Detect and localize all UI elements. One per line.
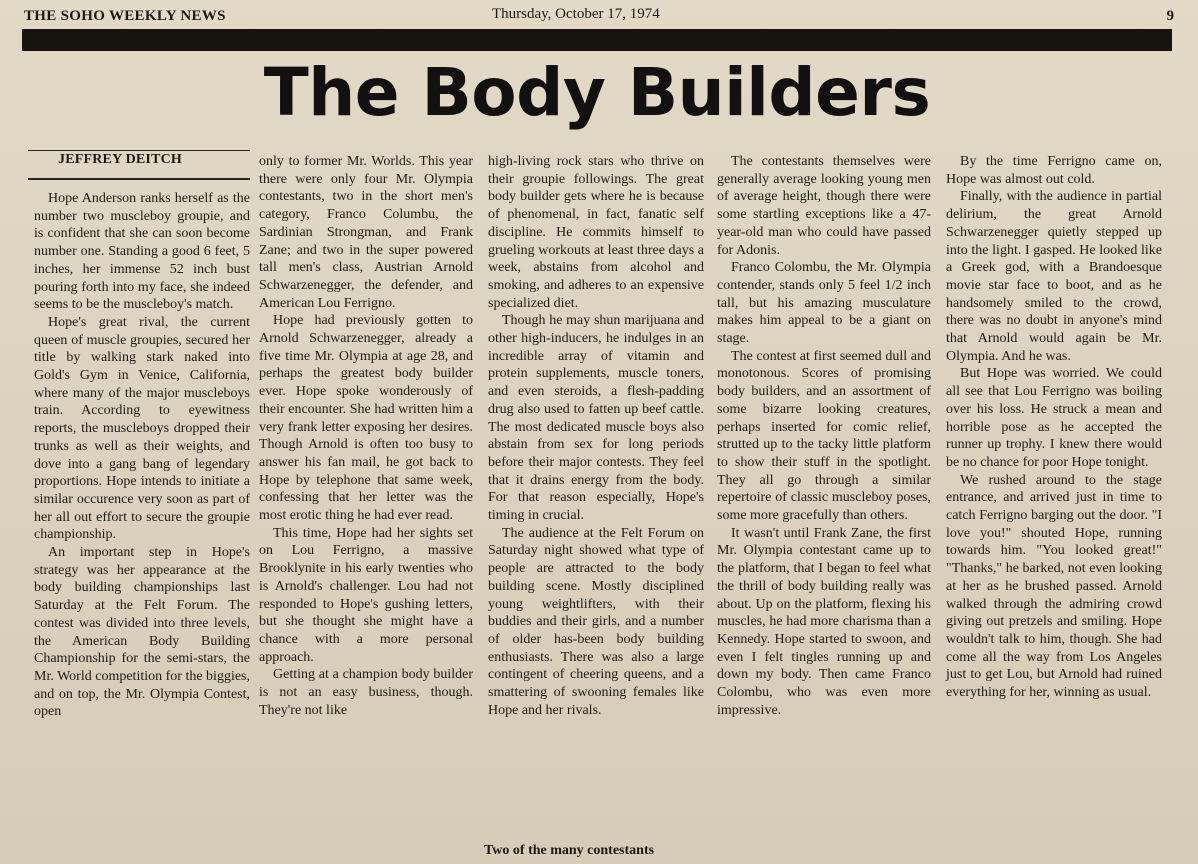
paragraph: The contestants themselves were generally average looking young men of average height, though there were some startling exceptions like a 47-year-old man who could have passed for Adonis. [717, 154, 931, 258]
paragraph: Hope had previously gotten to Arnold Schwarzenegger, already a five time Mr. Olympia at age 28, and perhaps the greatest body builder ever. Hope spoke wonderously of their encounter. She had written him a very frank letter exposing her desires. Though Arnold is often too busy to answer his fan mail, he got back to Hope by telephone that same week, confessing that her letter was the most erotic thing he had ever read. [259, 313, 473, 524]
paragraph: Franco Colombu, the Mr. Olympia contender, stands only 5 feel 1/2 inch tall, but his amazing musculature makes him appeal to be a giant on stage. [717, 260, 931, 347]
paragraph: Getting at a champion body builder is not an easy business, though. They're not like [259, 667, 473, 718]
paragraph: The contest at first seemed dull and monotonous. Scores of promising body builders, and an assortment of some bizarre looking creatures, perhaps inserted for comic relief, strutted up to the tacky little platform to show their stuff in the spotlight. They all go through a similar repertoire of classic muscleboy poses, some more gracefully than others. [717, 348, 931, 524]
paragraph: Hope's great rival, the current queen of muscle groupies, secured her title by walking stark naked into Gold's Gym in Venice, California, where many of the major muscleboys train. According to eyewitness reports, the muscleboys dropped their trunks as well as their weights, and dove into a gang bang of legendary proportions. Hope intends to initiate a similar occurence very soon as part of her all out effort to secure the groupie championship. [34, 314, 250, 543]
paragraph: high-living rock stars who thrive on their groupie followings. The great body builder gets where he is because of phenomenal, in fact, fanatic self discipline. He commits himself to grueling workouts at least three days a week, abstains from alcohol and smoking, and adheres to an expensive specialized diet. [488, 154, 704, 311]
article-column-2 [259, 153, 473, 720]
paragraph: An important step in Hope's strategy was her appearance at the body building championships last Saturday at the Felt Forum. The contest was divided into three levels, the American Body Building Championship for the semi-stars, the Mr. World competition for the biggies, and on top, the Mr. Olympia Contest, open [34, 545, 250, 720]
paragraph: By the time Ferrigno came on, Hope was almost out cold. [946, 154, 1162, 187]
byline-block [28, 150, 250, 180]
paragraph: But Hope was worried. We could all see that Lou Ferrigno was boiling over his loss. He struck a mean and horrible pose as he accepted the runner up trophy. I knew there would be no chance for poor Hope tonight. [946, 366, 1162, 470]
article-column-4 [717, 153, 931, 720]
paragraph: It wasn't until Frank Zane, the first Mr. Olympia contestant came up to the platform, that I began to feel what the thrill of body building really was about. Up on the platform, flexing his muscles, he had more charisma than a Kennedy. Hope started to swoon, and even I felt tingles running up and down my body. Then came Franco Colombu, who was even more impressive. [717, 525, 931, 718]
issue-date: Thursday, October 17, 1974 [492, 6, 660, 22]
masthead [24, 6, 1174, 28]
paper-name: THE SOHO WEEKLY NEWS [24, 8, 226, 24]
paragraph: Hope Anderson ranks herself as the number two muscleboy groupie, and is confident that she can soon become number one. Standing a good 6 feet, 5 inches, her immense 52 inch bust pouring forth into my face, she indeed seems to be the muscleboy's match. [34, 191, 250, 313]
article-column-3 [488, 153, 704, 720]
paragraph: The audience at the Felt Forum on Saturday night showed what type of people are attracted to the body building scene. Mostly disciplined young weightlifters, with their buddies and their girls, and a number of older has-been body building enthusiasts. There was also a large contingent of cheering queens, and a smattering of swooning females like Hope and her rivals. [488, 525, 704, 718]
article-column-5 [946, 153, 1162, 702]
byline-rule-bottom [28, 178, 250, 180]
paragraph: only to former Mr. Worlds. This year there were only four Mr. Olympia contestants, two in the short men's category, Franco Columbu, the Sardinian Strongman, and Frank Zane; and two in the super powered tall men's class, Austrian Arnold Schwarzenegger, the defender, and American Lou Ferrigno. [259, 154, 473, 311]
byline-rule-top [28, 150, 250, 151]
article-column-1 [34, 190, 250, 721]
paragraph: We rushed around to the stage entrance, and arrived just in time to catch Ferrigno barging out the door. "I love you!" shouted Hope, running towards him. "You looked great!" "Thanks," he barked, not even looking at her as he brushed passed. Arnold walked through the admiring crowd giving out pretzels and smiling. Hope wouldn't talk to him, though. She had come all the way from Los Angeles just to get Lou, but Arnold had ruined everything for her, winning as usual. [946, 472, 1162, 701]
page-number: 9 [1166, 8, 1174, 24]
byline: JEFFREY DEITCH [58, 152, 183, 167]
photo-caption: Two of the many contestants [484, 843, 655, 858]
paragraph: Though he may shun marijuana and other high-inducers, he indulges in an incredible array of vitamin and protein supplements, muscle toners, and even steroids, a flesh-padding drug also used to fatten up beef cattle. The most dedicated muscle boys also abstain from sex for long periods before their major contests. They feel that it drains energy from the body. For that reason especially, Hope's timing in crucial. [488, 313, 704, 524]
article-headline: The Body Builders [263, 54, 931, 131]
paragraph: This time, Hope had her sights set on Lou Ferrigno, a massive Brooklynite in his early twenties who is Arnold's challenger. Lou had not responded to Hope's gushing letters, but she thought she might have a chance with a more personal approach. [259, 525, 473, 665]
paragraph: Finally, with the audience in partial delirium, the great Arnold Schwarzenegger quietly stepped up into the light. I gasped. He looked like a Greek god, with a Brandoesque movie star face to boot, and as he handsomely smiled to the crowd, there was no doubt in anyone's mind that Arnold would again be Mr. Olympia. And he was. [946, 189, 1162, 364]
